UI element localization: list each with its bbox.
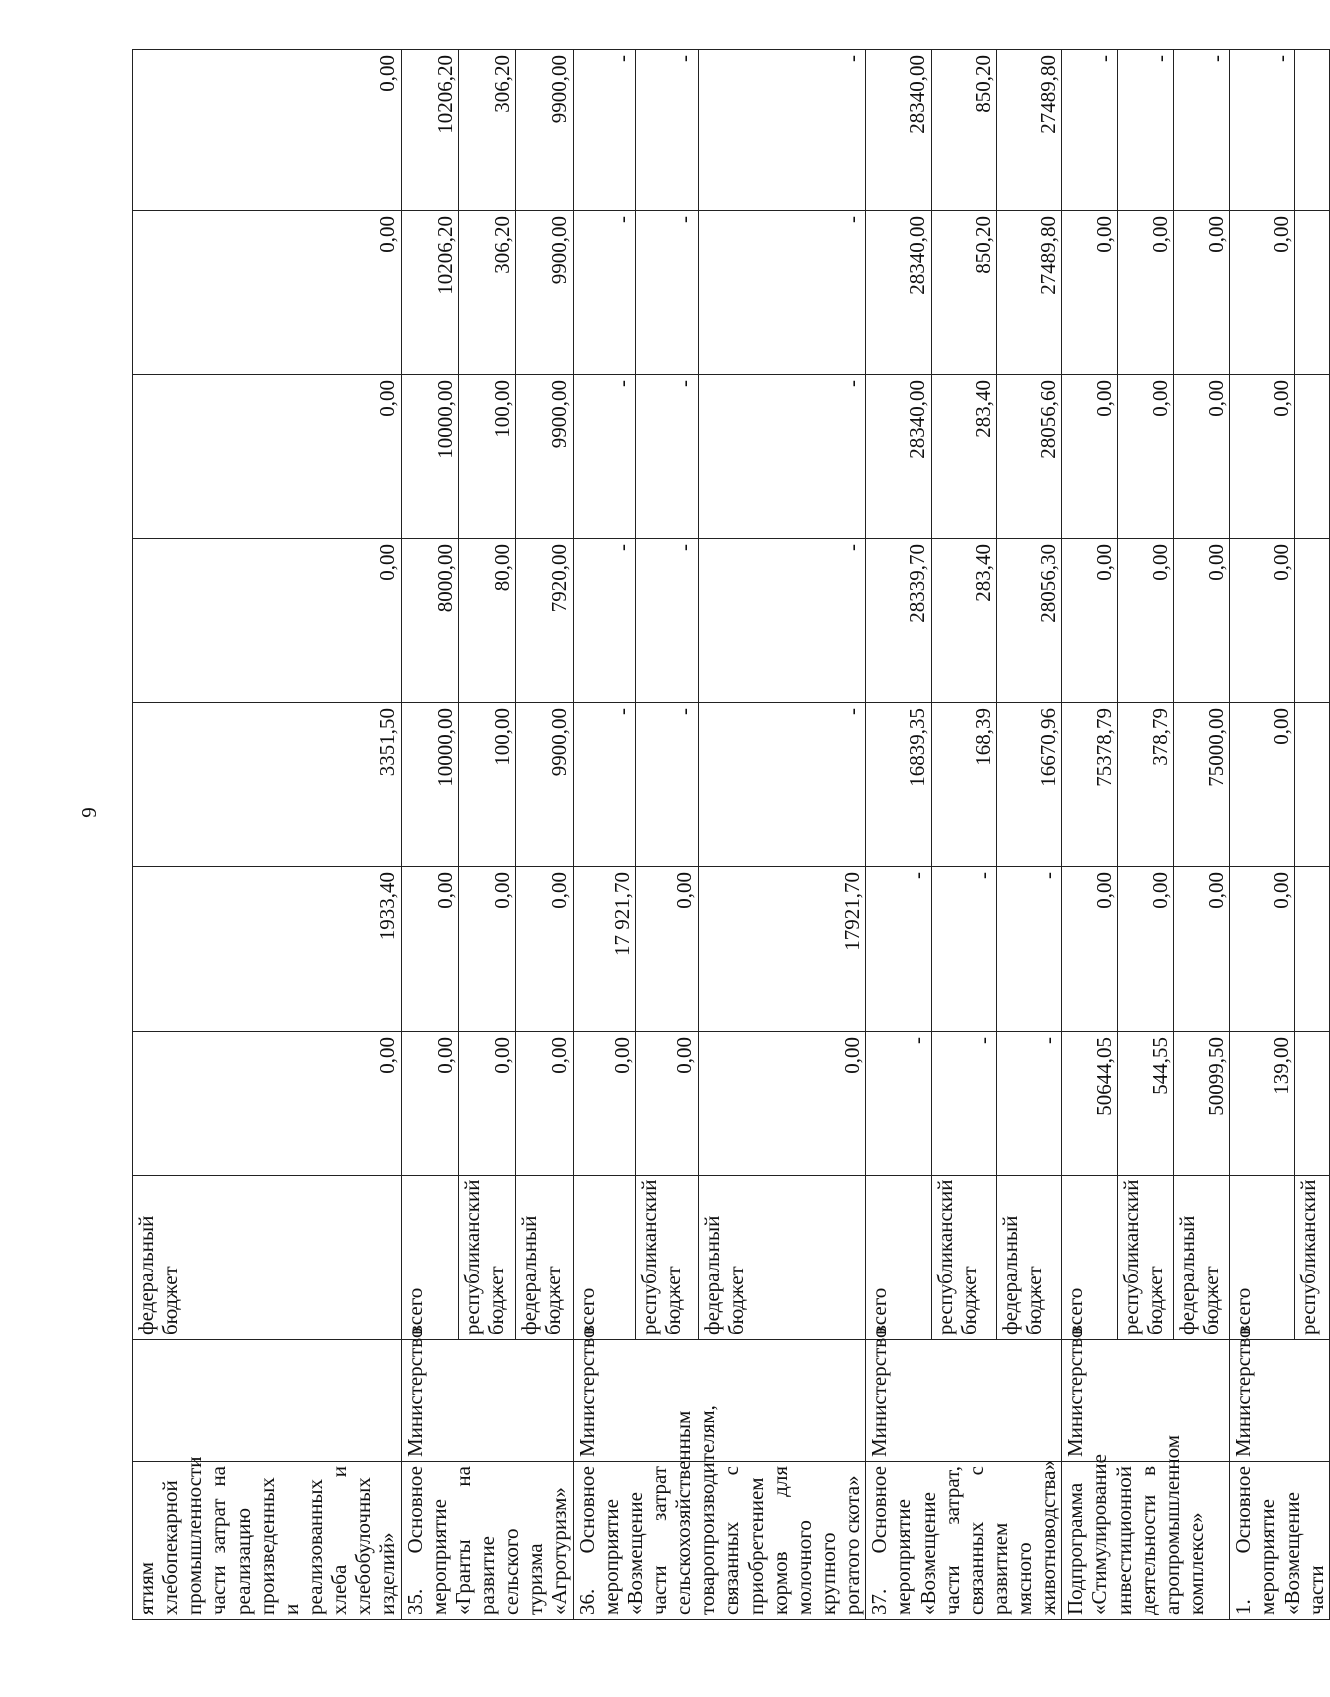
amount-cell — [1295, 1032, 1330, 1176]
amount-cell: 28056,30 — [996, 539, 1061, 703]
amount-cell: 0,00 — [1062, 375, 1118, 539]
page-number: 9 — [76, 807, 101, 818]
amount-cell: 0,00 — [1174, 211, 1230, 375]
amount-cell: 139,00 — [1230, 1032, 1295, 1176]
amount-cell: - — [636, 211, 699, 375]
amount-cell: 850,20 — [931, 211, 996, 375]
amount-cell: 0,00 — [636, 867, 699, 1032]
amount-cell: 27489,80 — [996, 211, 1061, 375]
amount-cell: 0,00 — [1118, 211, 1174, 375]
amount-cell: 9900,00 — [516, 703, 573, 867]
amount-cell: 8000,00 — [401, 539, 458, 703]
amount-cell: - — [1174, 50, 1230, 211]
amount-cell: 0,00 — [133, 1032, 402, 1176]
amount-cell: 0,00 — [1230, 703, 1295, 867]
amount-cell: - — [573, 703, 636, 867]
measure-description: Подпрограмма «Стимулирование инвестиционной деятельности в агропромышленном комплексе» — [1062, 1462, 1230, 1620]
amount-cell: 28340,00 — [866, 50, 931, 211]
amount-cell: 7920,00 — [516, 539, 573, 703]
amount-cell: - — [996, 867, 1061, 1032]
amount-cell: 850,20 — [931, 50, 996, 211]
executor-cell: Министерство — [401, 1340, 573, 1462]
amount-cell: 28340,00 — [866, 211, 931, 375]
funding-source: республиканский бюджет — [636, 1176, 699, 1340]
amount-cell: 10000,00 — [401, 703, 458, 867]
amount-cell: 0,00 — [401, 1032, 458, 1176]
amount-cell: - — [1118, 50, 1174, 211]
amount-cell: 16839,35 — [866, 703, 931, 867]
amount-cell: 0,00 — [1230, 539, 1295, 703]
amount-cell: 0,00 — [133, 539, 402, 703]
amount-cell — [1295, 375, 1330, 539]
amount-cell: - — [698, 211, 866, 375]
funding-source: всего — [866, 1176, 931, 1340]
amount-cell: 75000,00 — [1174, 703, 1230, 867]
amount-cell: 0,00 — [636, 1032, 699, 1176]
amount-cell: 0,00 — [458, 867, 515, 1032]
amount-cell: 17921,70 — [698, 867, 866, 1032]
funding-source: федеральный бюджет — [1174, 1176, 1230, 1340]
amount-cell: 9900,00 — [516, 50, 573, 211]
amount-cell: - — [698, 375, 866, 539]
amount-cell — [1295, 539, 1330, 703]
amount-cell: 100,00 — [458, 375, 515, 539]
funding-source: федеральный бюджет — [133, 1176, 402, 1340]
amount-cell: 378,79 — [1118, 703, 1174, 867]
executor-cell: Министерство — [866, 1340, 1062, 1462]
table-row — [401, 50, 458, 1620]
amount-cell: 283,40 — [931, 539, 996, 703]
rotated-page — [132, 50, 1328, 1620]
amount-cell: - — [866, 1032, 931, 1176]
funding-source: всего — [1062, 1176, 1118, 1340]
amount-cell: 0,00 — [698, 1032, 866, 1176]
table-row — [1230, 50, 1295, 1620]
funding-source: республиканский бюджет — [931, 1176, 996, 1340]
amount-cell: 28056,60 — [996, 375, 1061, 539]
amount-cell: 50099,50 — [1174, 1032, 1230, 1176]
funding-source: республиканский — [1295, 1176, 1330, 1340]
amount-cell: 0,00 — [1230, 211, 1295, 375]
amount-cell: 0,00 — [1230, 867, 1295, 1032]
amount-cell: 0,00 — [1062, 539, 1118, 703]
amount-cell: - — [636, 539, 699, 703]
amount-cell: 17 921,70 — [573, 867, 636, 1032]
amount-cell — [1295, 867, 1330, 1032]
amount-cell: 100,00 — [458, 703, 515, 867]
measure-description: 35. Основное мероприятие «Гранты на развитие сельского туризма «Агротуризм» — [401, 1462, 573, 1620]
table-row — [1062, 50, 1118, 1620]
amount-cell: 0,00 — [401, 867, 458, 1032]
amount-cell: 0,00 — [133, 211, 402, 375]
amount-cell: - — [931, 1032, 996, 1176]
amount-cell: 1933,40 — [133, 867, 402, 1032]
amount-cell: - — [573, 375, 636, 539]
amount-cell: 16670,96 — [996, 703, 1061, 867]
amount-cell: 306,20 — [458, 211, 515, 375]
funding-source: всего — [401, 1176, 458, 1340]
amount-cell: 0,00 — [516, 1032, 573, 1176]
amount-cell: 0,00 — [1174, 539, 1230, 703]
funding-source: федеральный бюджет — [698, 1176, 866, 1340]
funding-source: федеральный бюджет — [996, 1176, 1061, 1340]
budget-table — [132, 49, 1330, 1620]
funding-source: всего — [1230, 1176, 1295, 1340]
amount-cell — [1295, 50, 1330, 211]
table-row — [133, 50, 402, 1620]
amount-cell: - — [1230, 50, 1295, 211]
amount-cell — [1295, 211, 1330, 375]
amount-cell: - — [573, 50, 636, 211]
amount-cell: - — [636, 375, 699, 539]
measure-description: 37. Основное мероприятие «Возмещение части затрат, связанных с развитием мясного животноводства» — [866, 1462, 1062, 1620]
amount-cell: - — [573, 211, 636, 375]
amount-cell: 0,00 — [1118, 867, 1174, 1032]
amount-cell: - — [996, 1032, 1061, 1176]
amount-cell: 10206,20 — [401, 50, 458, 211]
amount-cell: 544,55 — [1118, 1032, 1174, 1176]
amount-cell: 0,00 — [1062, 867, 1118, 1032]
executor-cell: Министерство — [573, 1340, 866, 1462]
funding-source: федеральный бюджет — [516, 1176, 573, 1340]
amount-cell: 0,00 — [1118, 539, 1174, 703]
table-row — [573, 50, 636, 1620]
executor-cell: Министерство — [1230, 1340, 1330, 1462]
amount-cell: 10206,20 — [401, 211, 458, 375]
amount-cell: 283,40 — [931, 375, 996, 539]
amount-cell: 75378,79 — [1062, 703, 1118, 867]
amount-cell: - — [698, 539, 866, 703]
amount-cell: - — [636, 703, 699, 867]
amount-cell: 28340,00 — [866, 375, 931, 539]
amount-cell: - — [698, 50, 866, 211]
funding-source: республиканский бюджет — [1118, 1176, 1174, 1340]
amount-cell: 0,00 — [573, 1032, 636, 1176]
amount-cell: 80,00 — [458, 539, 515, 703]
measure-description: ятиям хлебопекарной промышленности части затрат на реализацию произведенных и реализованных хлеба и хлебобулочных изделий» — [133, 1462, 402, 1620]
amount-cell: 0,00 — [1118, 375, 1174, 539]
amount-cell: 0,00 — [516, 867, 573, 1032]
executor-cell: Министерство — [1062, 1340, 1230, 1462]
amount-cell: 0,00 — [1174, 375, 1230, 539]
amount-cell: 168,39 — [931, 703, 996, 867]
amount-cell: - — [698, 703, 866, 867]
funding-source: республиканский бюджет — [458, 1176, 515, 1340]
amount-cell: 3351,50 — [133, 703, 402, 867]
amount-cell: - — [931, 867, 996, 1032]
amount-cell: 0,00 — [133, 375, 402, 539]
amount-cell: 0,00 — [1230, 375, 1295, 539]
amount-cell: 9900,00 — [516, 375, 573, 539]
measure-description: 1. Основное мероприятие «Возмещение части — [1230, 1462, 1330, 1620]
table-row — [866, 50, 931, 1620]
amount-cell — [1295, 703, 1330, 867]
executor-cell — [133, 1340, 402, 1462]
funding-source: всего — [573, 1176, 636, 1340]
amount-cell: 306,20 — [458, 50, 515, 211]
amount-cell: 50644,05 — [1062, 1032, 1118, 1176]
amount-cell: 28339,70 — [866, 539, 931, 703]
amount-cell: 0,00 — [1174, 867, 1230, 1032]
amount-cell: - — [573, 539, 636, 703]
amount-cell: 9900,00 — [516, 211, 573, 375]
amount-cell: 27489,80 — [996, 50, 1061, 211]
table-body — [133, 50, 1330, 1620]
amount-cell: 0,00 — [133, 50, 402, 211]
amount-cell: - — [1062, 50, 1118, 211]
amount-cell: - — [636, 50, 699, 211]
amount-cell: 10000,00 — [401, 375, 458, 539]
amount-cell: - — [866, 867, 931, 1032]
amount-cell: 0,00 — [1062, 211, 1118, 375]
measure-description: 36. Основное мероприятие «Возмещение части затрат сельскохозяйственным товаропроизводителям, связанных с приобретением кормов для молочного крупного рогатого скота» — [573, 1462, 866, 1620]
amount-cell: 0,00 — [458, 1032, 515, 1176]
